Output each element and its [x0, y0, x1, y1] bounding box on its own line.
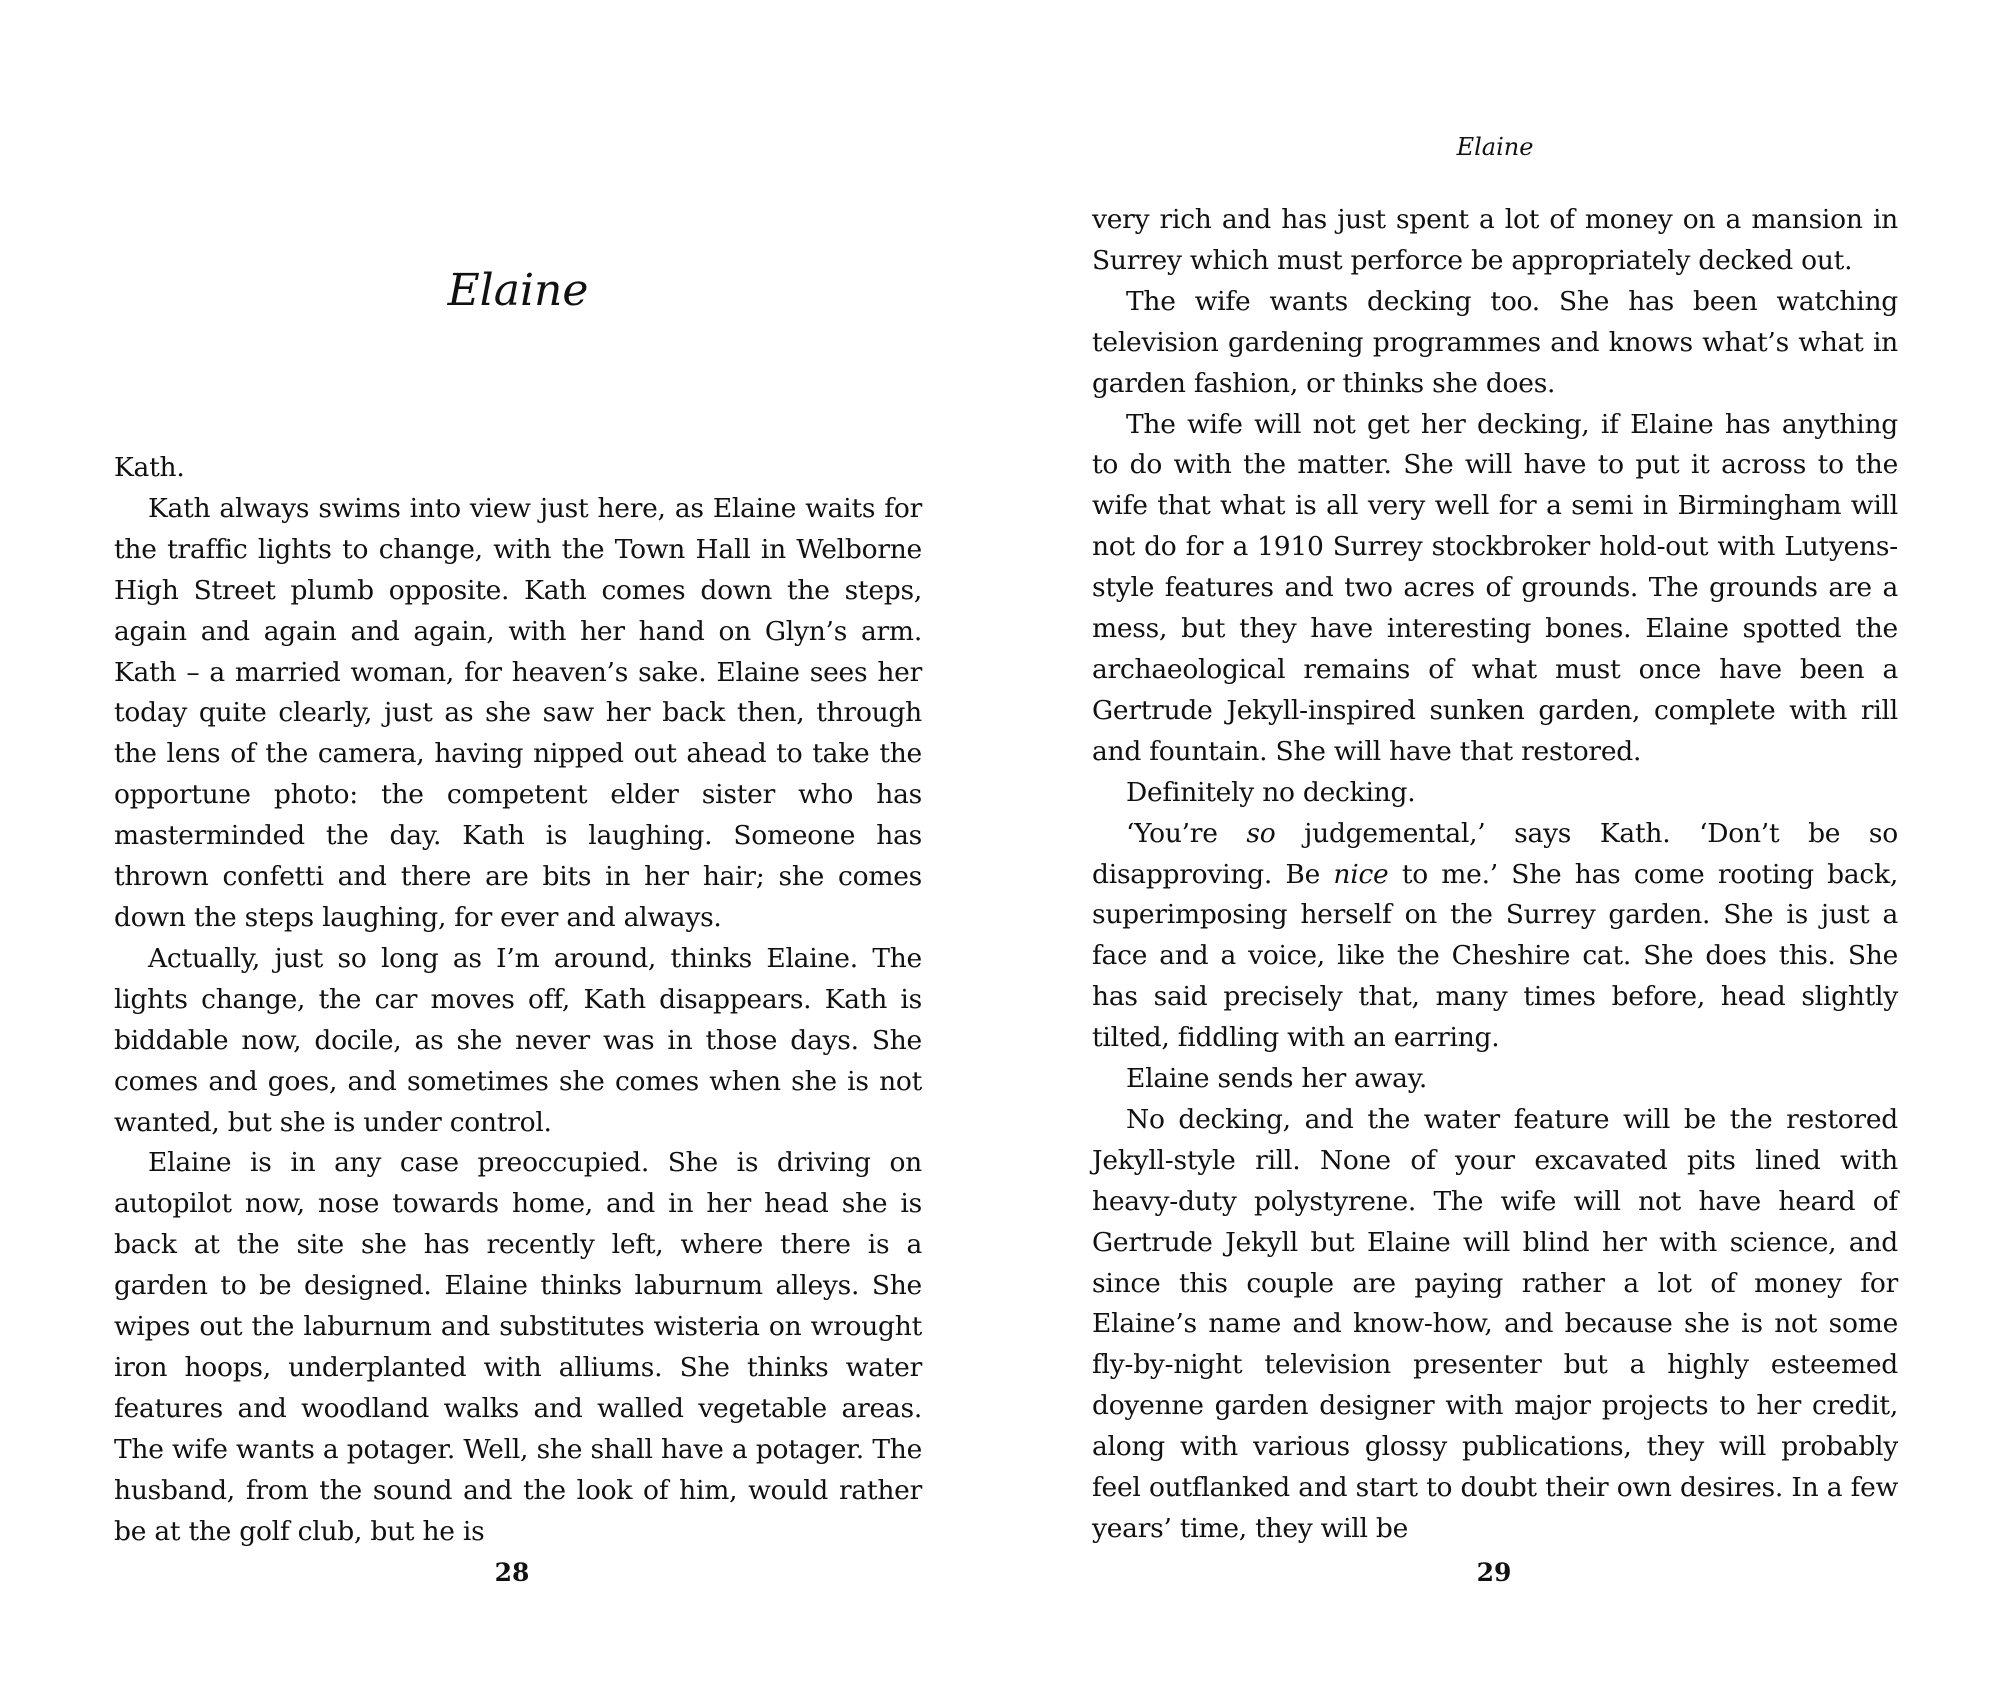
- emphasis: so: [1246, 817, 1276, 849]
- right-page-body: [1092, 200, 1898, 1550]
- running-head: Elaine: [1456, 133, 1534, 161]
- paragraph: Elaine sends her away.: [1126, 1063, 1428, 1095]
- paragraph-text: judgemental,’ says Kath. ‘Don’t be so disapproving. Be: [1092, 817, 1898, 890]
- emphasis: nice: [1333, 858, 1389, 890]
- page-number: 29: [1476, 1558, 1512, 1587]
- right-page: [1000, 0, 2000, 1685]
- paragraph-text: to me.’ She has come rooting back, superimposing herself on the Surrey garden. She is just a face and a voice, like the Cheshire cat. She does this. She has said precisely that, many times before, head slightly tilted, fiddling with an earring.: [1092, 858, 1898, 1054]
- paragraph: Actually, just so long as I’m around, thinks Elaine. The lights change, the car moves off, Kath disappears. Kath is biddable now, docile, as she never was in those days. She comes and goes, and sometimes she comes when she is not wanted, but she is under control.: [114, 942, 922, 1138]
- paragraph: [1092, 814, 1898, 1059]
- paragraph: The wife wants decking too. She has been watching television gardening programmes and knows what’s what in garden fashion, or thinks she does.: [1092, 285, 1898, 399]
- paragraph: Definitely no decking.: [1126, 776, 1416, 808]
- paragraph-text: ‘You’re: [1126, 817, 1247, 849]
- left-page-body: [114, 448, 922, 1552]
- paragraph: The wife will not get her decking, if Elaine has anything to do with the matter. She will have to put it across to the wife that what is all very well for a semi in Birmingham will not do for a 1910 Surrey stockbroker hold-out with Lutyens-style features and two acres of grounds. The grounds are a mess, but they have interesting bones. Elaine spotted the archaeological remains of what must once have been a Gertrude Jekyll-inspired sunken garden, complete with rill and fountain. She will have that restored.: [1092, 408, 1898, 767]
- paragraph: Kath.: [114, 452, 185, 483]
- paragraph: Elaine is in any case preoccupied. She is driving on autopilot now, nose towards home, and in her head she is back at the site she has recently left, where there is a garden to be designed. Elaine thinks laburnum alleys. She wipes out the laburnum and substitutes wisteria on wrought iron hoops, underplanted with alliums. She thinks water features and woodland walks and walled vegetable areas. The wife wants a potager. Well, she shall have a potager. The husband, from the sound and the look of him, would rather be at the golf club, but he is: [114, 1147, 922, 1547]
- page-number: 28: [494, 1558, 530, 1587]
- paragraph: very rich and has just spent a lot of money on a mansion in Surrey which must perforce be appropriately decked out.: [1092, 204, 1898, 276]
- chapter-title: Elaine: [447, 265, 589, 316]
- paragraph: No decking, and the water feature will be the restored Jekyll-style rill. None of your excavated pits lined with heavy-duty polystyrene. The wife will not have heard of Gertrude Jekyll but Elaine will blind her with science, and since this couple are paying rather a lot of money for Elaine’s name and know-how, and because she is not some fly-by-night television presenter but a highly esteemed doyenne garden designer with major projects to her credit, along with various glossy publications, they will probably feel outflanked and start to doubt their own desires. In a few years’ time, they will be: [1092, 1103, 1898, 1544]
- paragraph: Kath always swims into view just here, as Elaine waits for the traffic lights to change, with the Town Hall in Welborne High Street plumb opposite. Kath comes down the steps, again and again and again, with her hand on Glyn’s arm. Kath – a married woman, for heaven’s sake. Elaine sees her today quite clearly, just as she saw her back then, through the lens of the camera, having nipped out ahead to take the opportune photo: the competent elder sister who has masterminded the day. Kath is laughing. Someone has thrown confetti and there are bits in her hair; she comes down the steps laughing, for ever and always.: [114, 492, 922, 933]
